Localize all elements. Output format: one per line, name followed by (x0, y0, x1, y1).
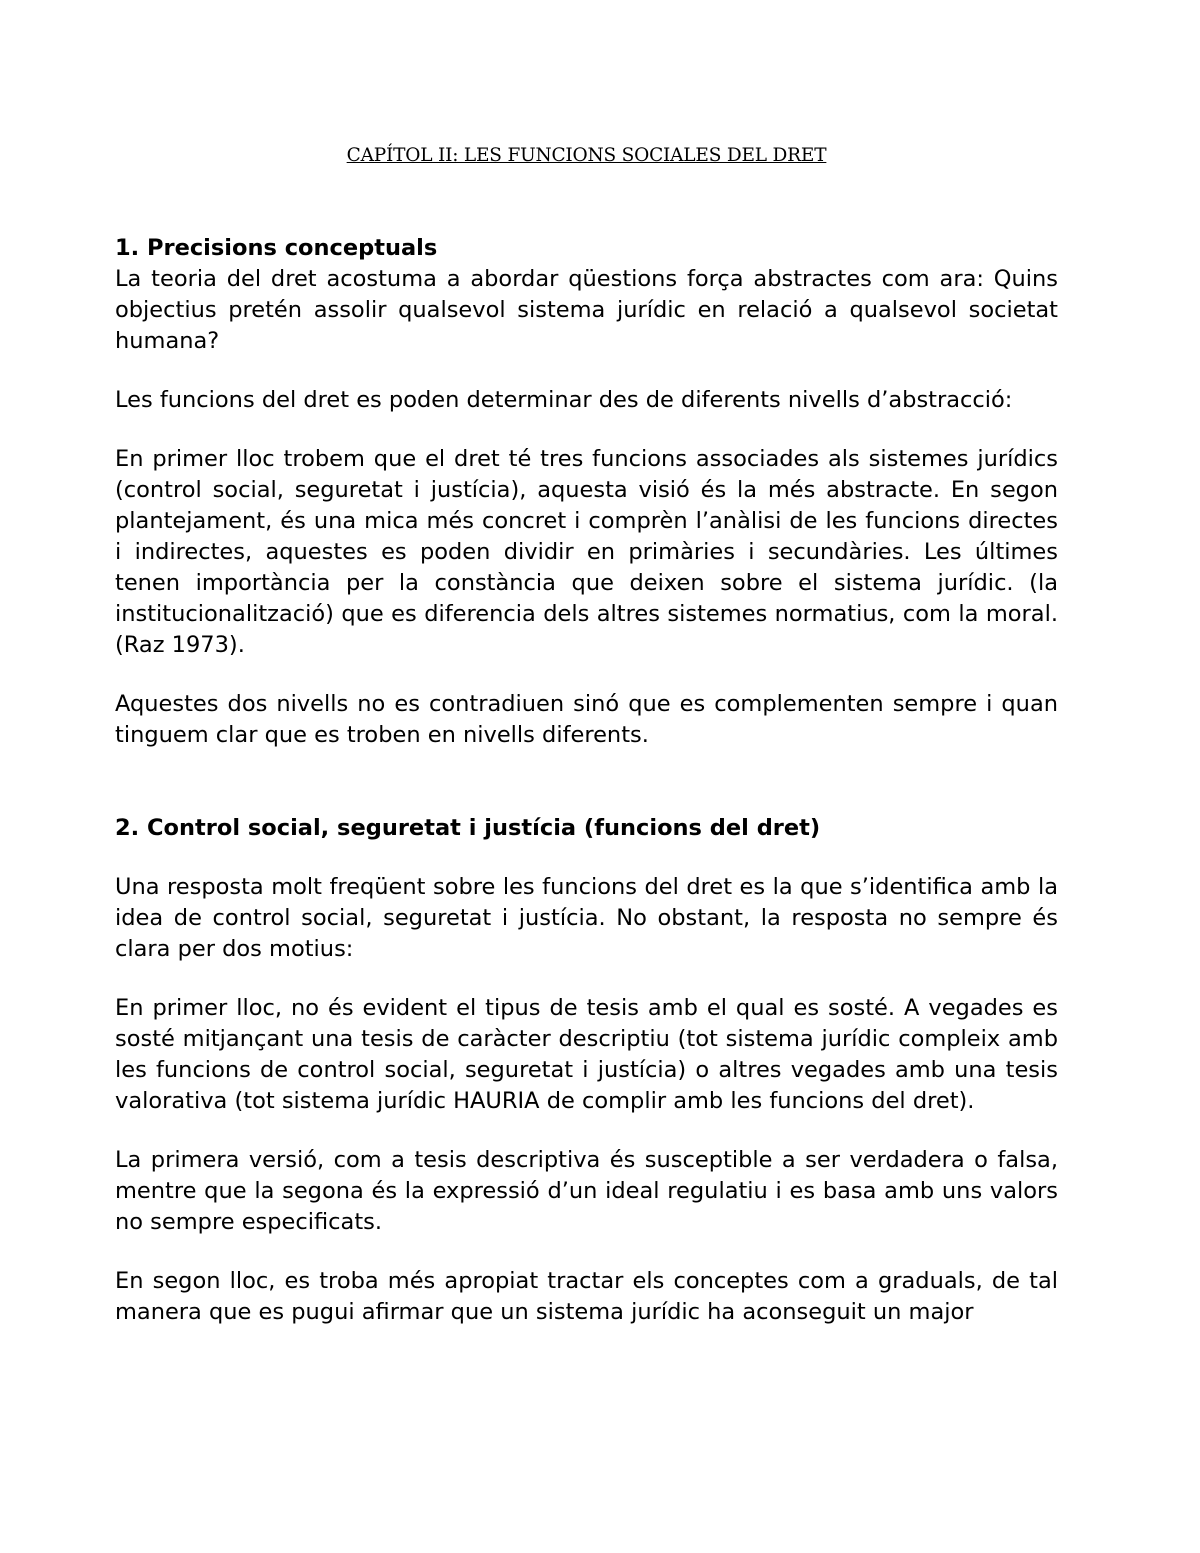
section-1-paragraph-3: En primer lloc trobem que el dret té tres funcions associades als sistemes jurídics (control social, seguretat i justícia), aquesta visió és la més abstracte. En segon plantejament, és una mica més concret i comprèn l’anàlisi de les funcions directes i indirectes, aquestes es poden dividir en primàries i secundàries. Les últimes tenen importància per la constància que deixen sobre el sistema jurídic. (la institucionalització) que es diferencia dels altres sistemes normatius, com la moral. (Raz 1973). (115, 446, 1058, 658)
section-2-heading: 2. Control social, seguretat i justícia (funcions del dret) (115, 815, 821, 841)
document-page (115, 140, 1058, 1328)
section-2-paragraph-1: Una resposta molt freqüent sobre les funcions del dret es la que s’identifica amb la idea de control social, seguretat i justícia. No obstant, la resposta no sempre és clara per dos motius: (115, 874, 1058, 962)
section-1-paragraph-4: Aquestes dos nivells no es contradiuen sinó que es complementen sempre i quan tinguem clar que es troben en nivells diferents. (115, 691, 1058, 748)
section-spacer (115, 751, 1058, 813)
chapter-title: CAPÍTOL II: LES FUNCIONS SOCIALES DEL DRET (346, 145, 827, 166)
section-2-paragraph-4: En segon lloc, es troba més apropiat tractar els conceptes com a graduals, de tal manera que es pugui afirmar que un sistema jurídic ha aconseguit un major (115, 1268, 1058, 1325)
section-1-number: 1. (115, 235, 140, 261)
section-1-heading (115, 233, 1058, 264)
section-2-paragraph-2: En primer lloc, no és evident el tipus de tesis amb el qual es sosté. A vegades es sosté mitjançant una tesis de caràcter descriptiu (tot sistema jurídic compleix amb les funcions de control social, seguretat i justícia) o altres vegades amb una tesis valorativa (tot sistema jurídic HAURIA de complir amb les funcions del dret). (115, 995, 1058, 1114)
section-1-heading-text: Precisions conceptuals (147, 235, 438, 261)
section-1-paragraph-1: La teoria del dret acostuma a abordar qüestions força abstractes com ara: Quins objectius pretén assolir qualsevol sistema jurídic en relació a qualsevol societat humana? (115, 266, 1058, 354)
section-1-paragraph-2: Les funcions del dret es poden determinar des de diferents nivells d’abstracció: (115, 387, 1013, 413)
section-2-paragraph-3: La primera versió, com a tesis descriptiva és susceptible a ser verdadera o falsa, mentre que la segona és la expressió d’un ideal regulatiu i es basa amb uns valors no sempre especificats. (115, 1147, 1058, 1235)
